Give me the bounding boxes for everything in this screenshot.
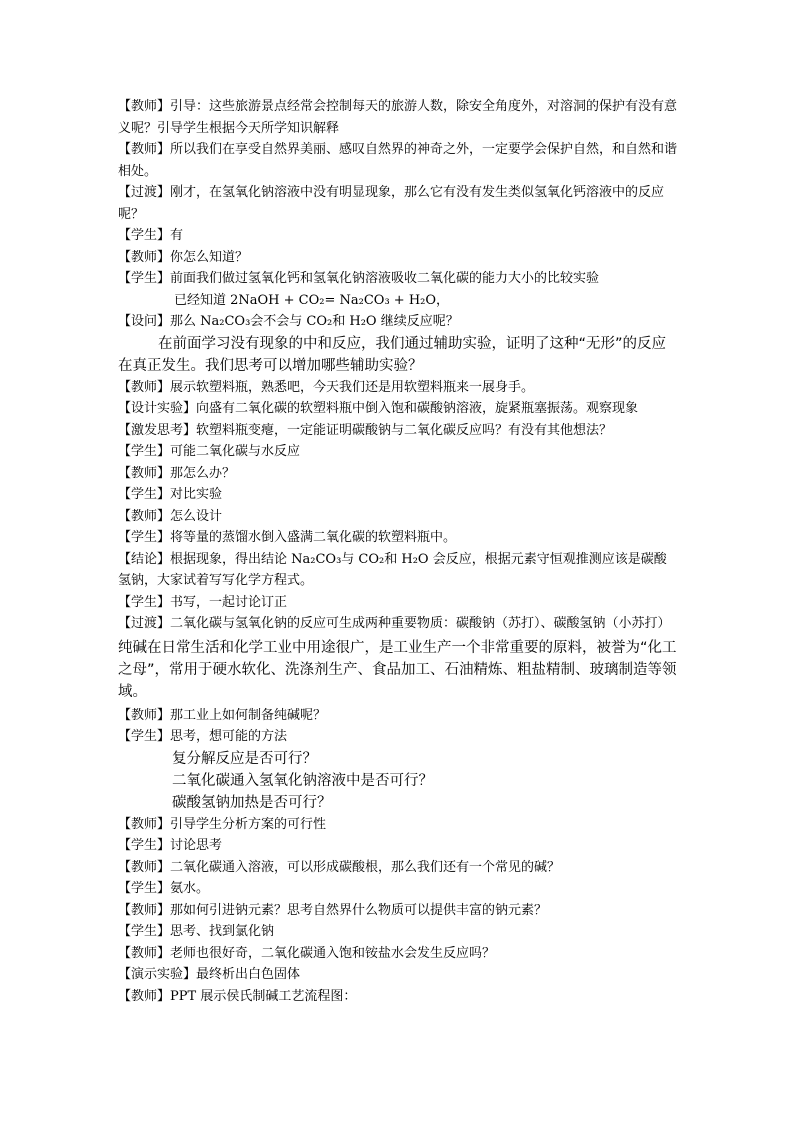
speaker-tag: 【教师】 (118, 465, 171, 481)
dialogue-line (118, 878, 678, 900)
paragraph-text: 纯碱在日常生活和化学工业中用途很广，是工业生产一个非常重要的原料，被誉为“化工之母”，常用于硬水软化、洗涤剂生产、食品加工、石油精炼、粗盐精制、玻璃制造等领域。 (118, 639, 677, 700)
speaker-tag: 【学生】 (118, 228, 171, 243)
dialogue-line (118, 705, 678, 727)
line-text: 根据现象，得出结论 Na₂CO₃与 CO₂和 H₂O 会反应，根据元素守恒观推测应该是碳酸氢钠，大家试着写写化学方程式。 (118, 551, 667, 588)
speaker-tag: 【教师】 (118, 142, 171, 157)
dialogue-line (118, 398, 678, 420)
dialogue-line (118, 943, 678, 965)
speaker-tag: 【学生】 (118, 444, 171, 459)
dialogue-line (118, 921, 678, 943)
line-text: 讨论思考 (170, 838, 223, 853)
speaker-tag: 【激发思考】 (118, 422, 197, 438)
line-text: 引导：这些旅游景点经常会控制每天的旅游人数，除安全角度外，对溶洞的保护有没有意义呢？引导学生根据今天所学知识解释 (118, 99, 678, 136)
dialogue-line (118, 549, 678, 592)
dialogue-line (118, 247, 678, 269)
question-text: 碳酸氢钠加热是否可行？ (172, 794, 332, 811)
dialogue-line (118, 835, 678, 857)
speaker-tag: 【教师】 (118, 902, 171, 918)
speaker-tag: 【结论】 (118, 551, 171, 567)
line-text: 可能二氧化碳与水反应 (170, 444, 301, 459)
speaker-tag: 【学生】 (118, 729, 171, 744)
speaker-tag: 【学生】 (118, 881, 171, 896)
line-text: 二氧化碳通入溶液，可以形成碳酸根，那么我们还有一个常见的碱？ (170, 859, 561, 875)
question-text: 复分解反应是否可行？ (172, 750, 317, 767)
speaker-tag: 【教师】 (118, 379, 171, 395)
dialogue-line (118, 420, 678, 442)
speaker-tag: 【教师】 (118, 249, 171, 265)
speaker-tag: 【学生】 (118, 838, 171, 853)
speaker-tag: 【教师】 (118, 99, 171, 114)
line-text: 那怎么办？ (170, 465, 236, 481)
dialogue-line (118, 96, 678, 139)
dialogue-line (118, 484, 678, 506)
line-text: 怎么设计 (170, 508, 223, 524)
line-text: 引导学生分析方案的可行性 (170, 816, 327, 832)
line-text: 最终析出白色固体 (196, 967, 301, 982)
dialogue-line (118, 857, 678, 879)
speaker-tag: 【学生】 (118, 924, 171, 939)
dialogue-line (118, 613, 678, 635)
dialogue-line (118, 592, 678, 614)
line-text: 刚才，在氢氧化钠溶液中没有明显现象，那么它有没有发生类似氢氧化钙溶液中的反应呢？ (118, 185, 665, 222)
line-text: PPT 展示侯氏制碱工艺流程图： (170, 988, 357, 1004)
line-text: 老师也很好奇，二氧化碳通入饱和铵盐水会发生反应吗？ (170, 945, 496, 961)
line-text: 那么 Na₂CO₃会不会与 CO₂和 H₂O 继续反应呢？ (170, 314, 459, 329)
speaker-tag: 【设计实验】 (118, 401, 197, 416)
line-text: 对比实验 (170, 487, 223, 502)
dialogue-line (118, 225, 678, 247)
dialogue-line (118, 900, 678, 922)
line-text: 所以我们在享受自然界美丽、感叹自然界的神奇之外，一定要学会保护自然，和自然和谐相处。 (118, 142, 678, 179)
dialogue-line (118, 182, 678, 225)
line-text: 前面我们做过氢氧化钙和氢氧化钠溶液吸收二氧化碳的能力大小的比较实验 (170, 271, 600, 286)
speaker-tag: 【教师】 (118, 707, 171, 723)
line-text: 那如何引进钠元素？思考自然界什么物质可以提供丰富的钠元素？ (170, 902, 548, 918)
line-text: 你怎么知道？ (170, 249, 249, 265)
chemical-equation: 已经知道 2NaOH + CO₂= Na₂CO₃ + H₂O， (174, 292, 450, 308)
line-text: 展示软塑料瓶，熟悉吧，今天我们还是用软塑料瓶来一展身手。 (170, 379, 535, 395)
question-text: 二氧化碳通入氢氧化钠溶液中是否可行？ (172, 772, 433, 789)
dialogue-line (118, 986, 678, 1008)
line-text: 那工业上如何制备纯碱呢？ (170, 707, 327, 723)
line-text: 书写，一起讨论订正 (170, 594, 288, 610)
speaker-tag: 【学生】 (118, 487, 171, 502)
speaker-tag: 【学生】 (118, 530, 171, 545)
speaker-tag: 【教师】 (118, 816, 171, 832)
speaker-tag: 【过渡】 (118, 616, 171, 631)
line-text: 软塑料瓶变瘪，一定能证明碳酸钠与二氧化碳反应吗？有没有其他想法？ (196, 422, 613, 438)
dialogue-line (118, 964, 678, 986)
dialogue-line (118, 377, 678, 399)
speaker-tag: 【设问】 (118, 314, 171, 329)
line-text: 思考，想可能的方法 (170, 729, 288, 744)
paragraph-text: 在前面学习没有现象的中和反应，我们通过辅助实验，证明了这种“无形”的反应在真正发生。我们思考可以增加哪些辅助实验？ (118, 335, 667, 374)
speaker-tag: 【教师】 (118, 859, 171, 875)
line-text: 有 (170, 228, 184, 243)
line-text: 氨水。 (170, 881, 210, 896)
speaker-tag: 【演示实验】 (118, 967, 197, 982)
dialogue-line (118, 506, 678, 528)
speaker-tag: 【过渡】 (118, 185, 171, 200)
document-page (118, 96, 678, 1007)
line-text: 向盛有二氧化碳的软塑料瓶中倒入饱和碳酸钠溶液，旋紧瓶塞振荡。观察现象 (196, 401, 639, 416)
speaker-tag: 【教师】 (118, 945, 171, 961)
dialogue-line (118, 726, 678, 748)
dialogue-line (118, 527, 678, 549)
speaker-tag: 【教师】 (118, 988, 171, 1004)
line-text: 将等量的蒸馏水倒入盛满二氧化碳的软塑料瓶中。 (170, 530, 457, 545)
speaker-tag: 【教师】 (118, 508, 171, 524)
speaker-tag: 【学生】 (118, 594, 171, 610)
dialogue-line (118, 311, 678, 333)
line-text: 思考、找到氯化钠 (170, 924, 275, 939)
dialogue-line (118, 463, 678, 485)
dialogue-line (118, 268, 678, 290)
dialogue-line (118, 139, 678, 182)
speaker-tag: 【学生】 (118, 271, 171, 286)
line-text: 二氧化碳与氢氧化钠的反应可生成两种重要物质：碳酸钠（苏打）、碳酸氢钠（小苏打） (170, 616, 671, 631)
dialogue-line (118, 814, 678, 836)
dialogue-line (118, 441, 678, 463)
